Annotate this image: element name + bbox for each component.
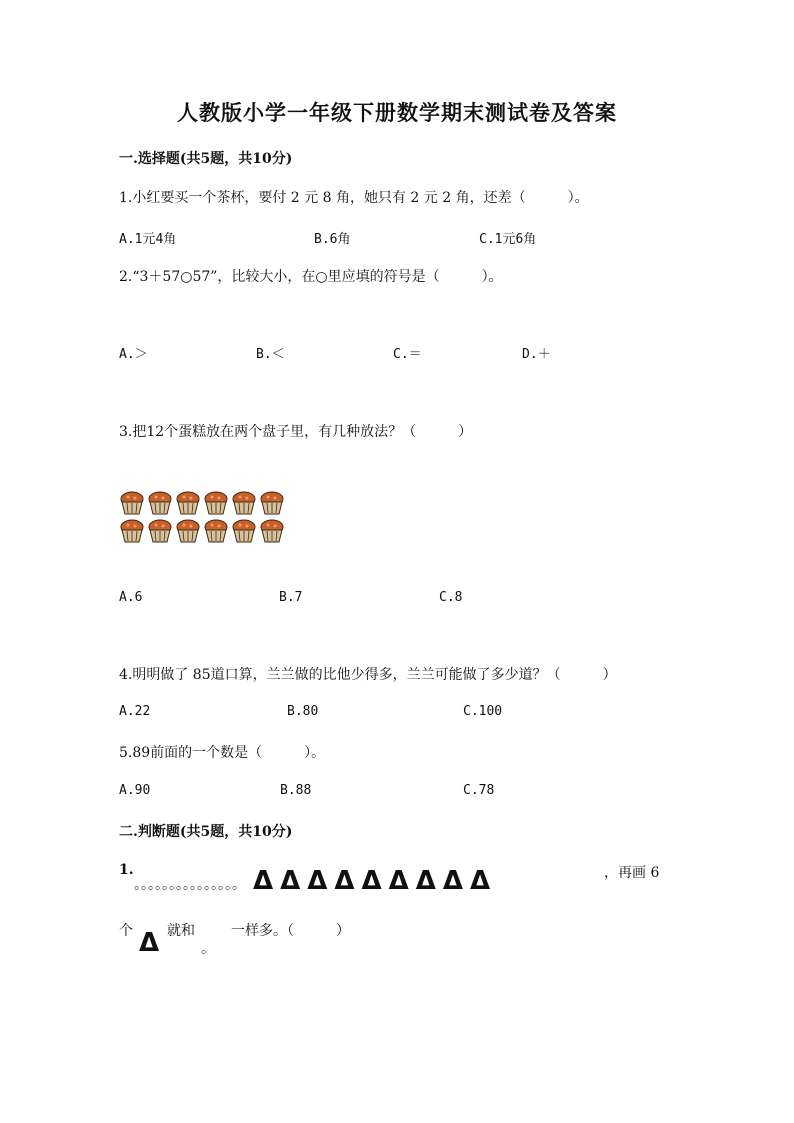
question-5-text: 5.89前面的一个数是（ ）。	[119, 745, 326, 761]
triangle-icon: Δ	[415, 866, 436, 896]
judgement-1-text-end: 一样多。（ ）	[231, 923, 350, 939]
triangle-icon: Δ	[388, 866, 409, 896]
cake-icon	[147, 518, 173, 544]
triangle-icon: Δ	[334, 866, 355, 896]
question-5-option-a: A.90	[119, 783, 151, 798]
triangle-icon: Δ	[470, 866, 491, 896]
cake-icon	[147, 490, 173, 516]
triangles-group	[246, 866, 491, 896]
cake-icon	[175, 518, 201, 544]
triangle-icon: Δ	[361, 866, 382, 896]
triangle-icon: Δ	[307, 866, 328, 896]
question-4-option-b: B.80	[287, 704, 319, 719]
question-3-option-c: C.8	[439, 590, 463, 605]
question-5-option-c: C.78	[463, 783, 495, 798]
page-title: 人教版小学一年级下册数学期末测试卷及答案	[177, 100, 617, 125]
circles-and-triangles-row	[134, 866, 490, 896]
cake-icon	[231, 518, 257, 544]
judgement-1-text-after: ，再画 6	[604, 865, 660, 881]
question-4-text: 4.明明做了 85道口算，兰兰做的比他少得多，兰兰可能做了多少道？（ ）	[119, 667, 617, 683]
question-2-option-d: D.＋	[522, 347, 551, 362]
section-heading-choice: 一.选择题(共5题，共10分)	[119, 151, 293, 167]
question-1-option-c: C.1元6角	[479, 232, 537, 247]
question-2-option-b: B.＜	[256, 347, 285, 362]
triangle-icon: Δ	[280, 866, 301, 896]
cake-icon	[231, 490, 257, 516]
judgement-1-text-jiuhe: 就和	[167, 923, 195, 939]
cake-icon	[259, 490, 285, 516]
question-2-option-c: C.＝	[393, 347, 422, 362]
question-2-text: 2.“3＋57○57”，比较大小，在○里应填的符号是（ ）。	[119, 269, 503, 285]
cake-icon	[119, 490, 145, 516]
triangle-icon: Δ	[139, 928, 160, 958]
cake-image-group	[119, 490, 289, 550]
question-1-text: 1.小红要买一个茶杯，要付 2 元 8 角，她只有 2 元 2 角，还差（ ）。	[119, 190, 589, 206]
triangle-icon: Δ	[253, 866, 274, 896]
cake-icon	[259, 518, 285, 544]
cake-icon	[119, 518, 145, 544]
question-3-option-b: B.7	[279, 590, 303, 605]
small-circles: 。。。。。。。。。。。。。。。	[134, 877, 246, 893]
judgement-1-number: 1.	[119, 862, 134, 878]
question-1-option-b: B.6角	[314, 232, 351, 247]
question-2-option-a: A.＞	[119, 347, 148, 362]
triangle-icon: Δ	[442, 866, 463, 896]
cake-icon	[175, 490, 201, 516]
question-4-option-c: C.100	[463, 704, 503, 719]
question-1-option-a: A.1元4角	[119, 232, 177, 247]
question-4-option-a: A.22	[119, 704, 151, 719]
cake-icon	[203, 490, 229, 516]
question-3-option-a: A.6	[119, 590, 143, 605]
question-5-option-b: B.88	[280, 783, 312, 798]
question-3-text: 3.把12个蛋糕放在两个盘子里，有几种放法？（ ）	[119, 424, 473, 440]
judgement-1-text-ge: 个	[119, 923, 133, 939]
section-heading-judgement: 二.判断题(共5题，共10分)	[119, 824, 293, 840]
small-circle-icon: 。	[201, 941, 215, 957]
cake-icon	[203, 518, 229, 544]
